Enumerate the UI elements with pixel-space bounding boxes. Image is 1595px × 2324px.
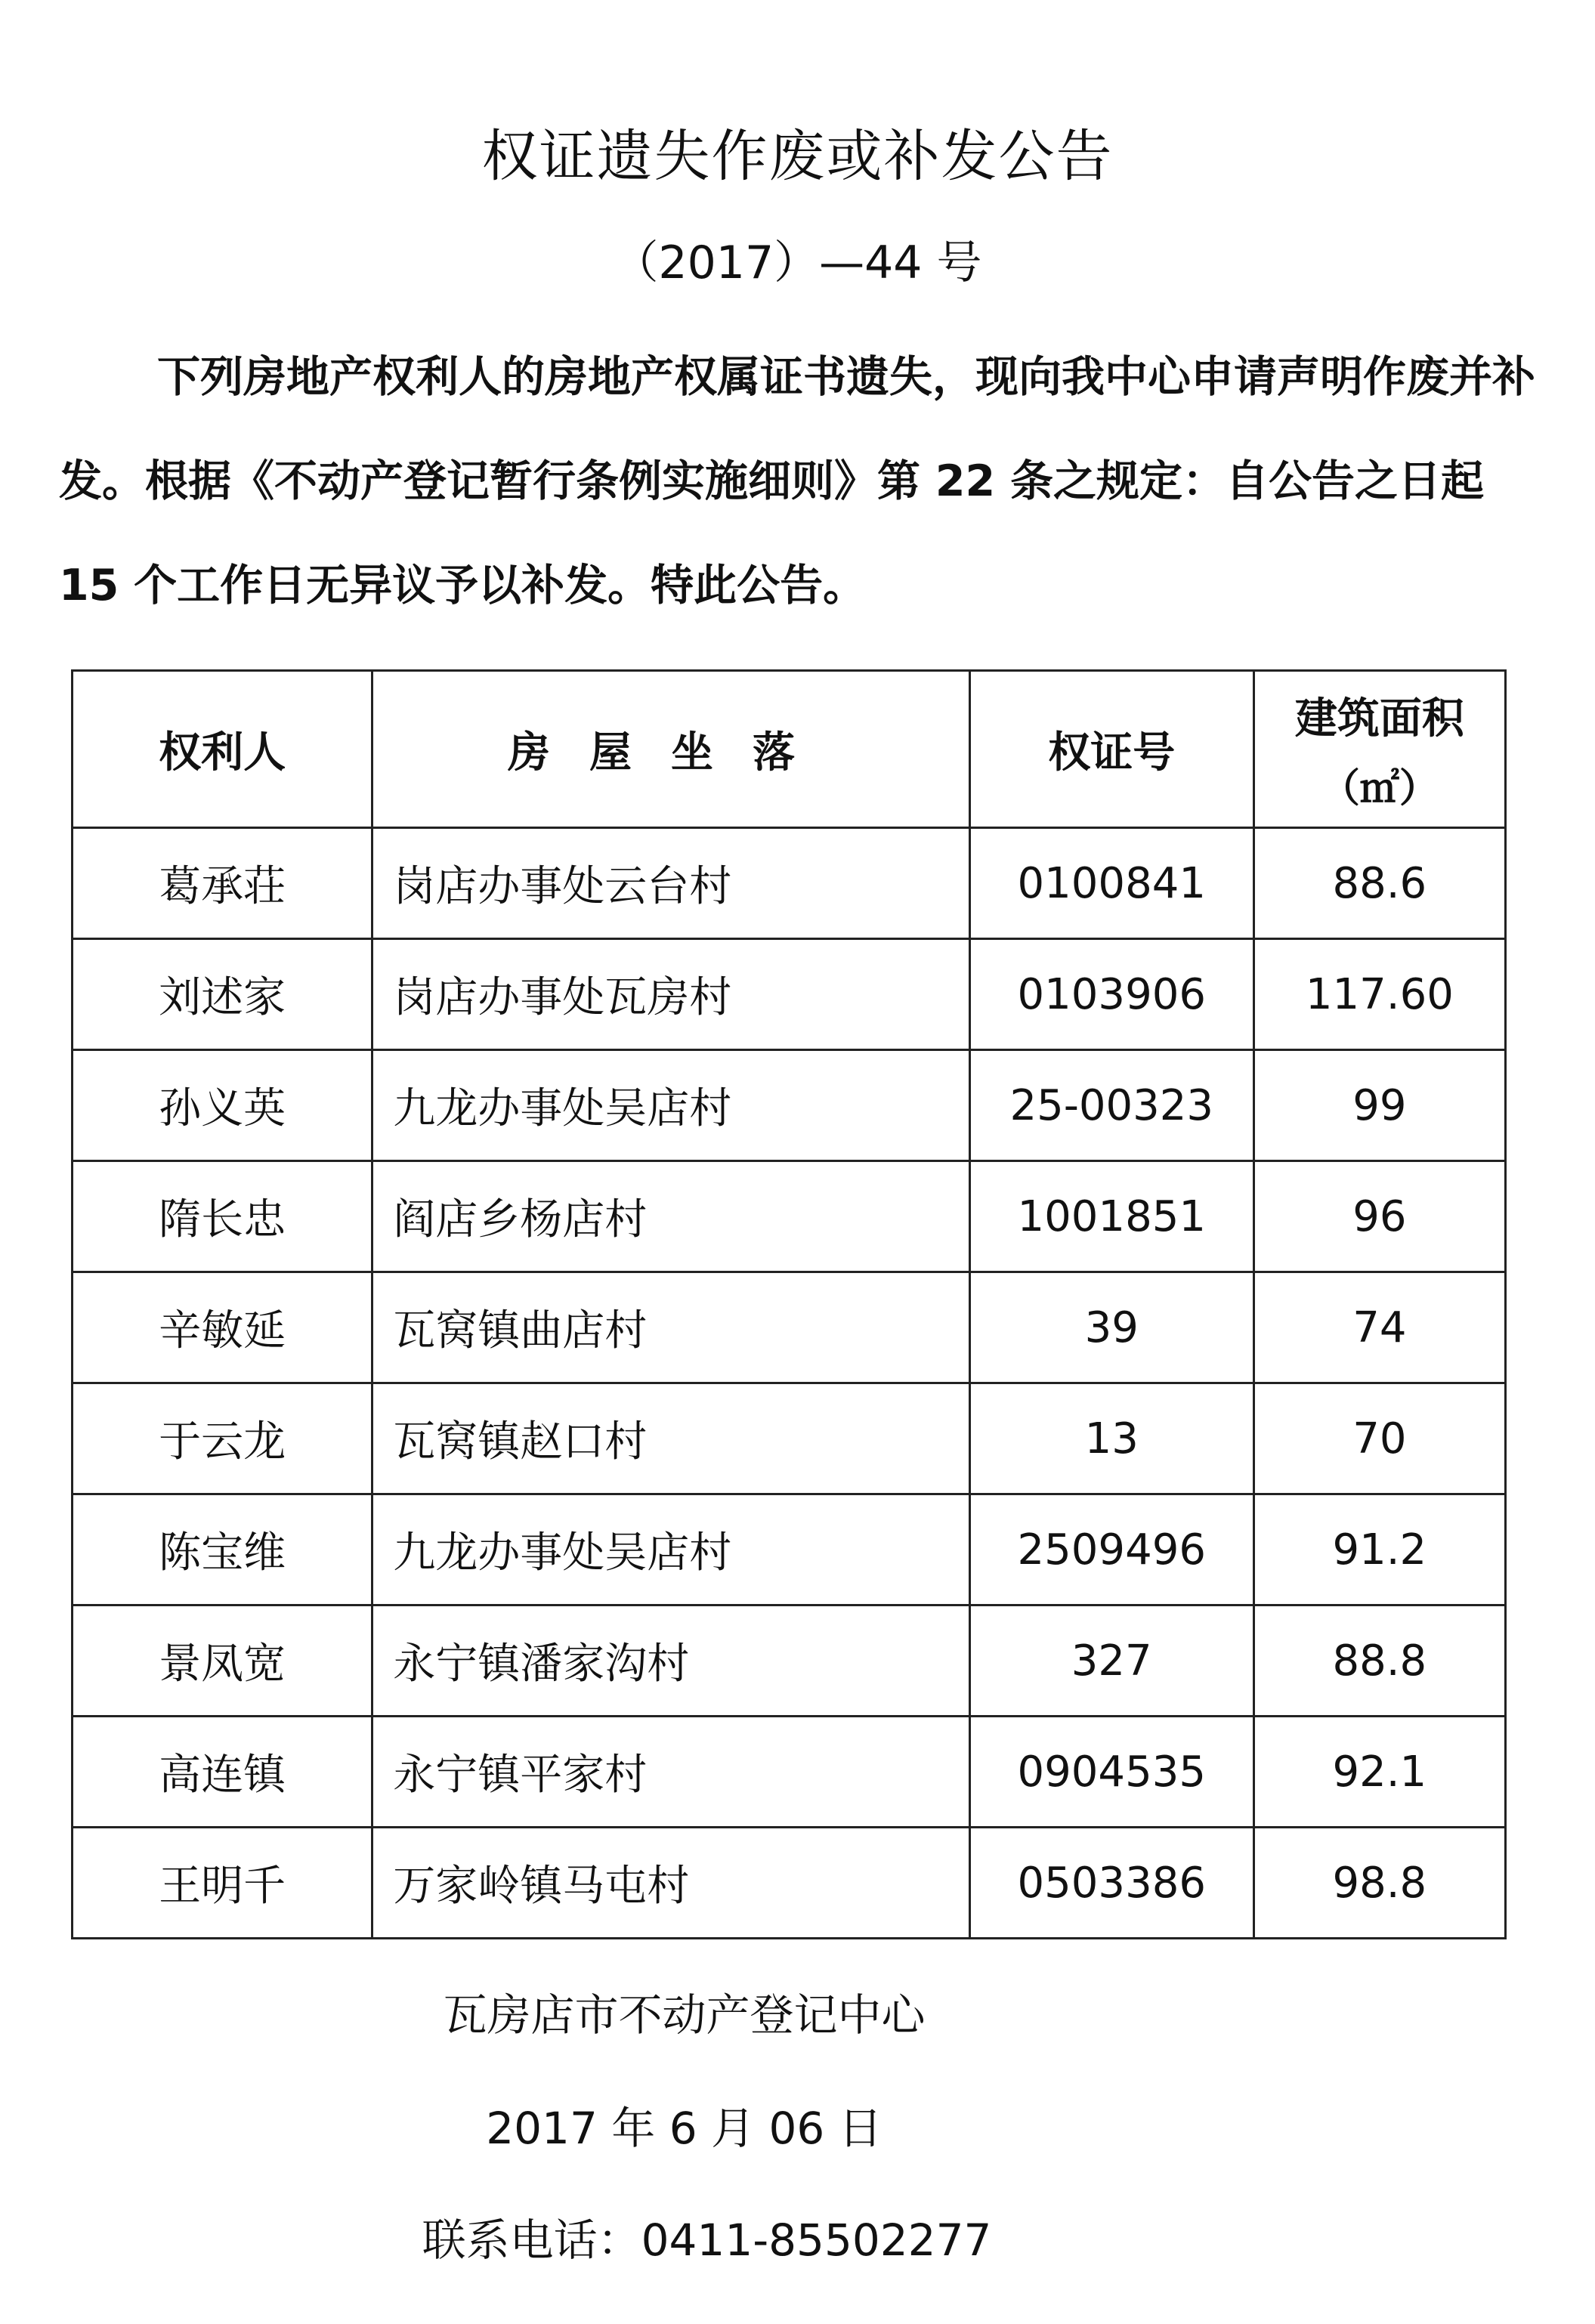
cell-area: 88.8 [1253,1605,1505,1717]
cell-area: 98.8 [1253,1828,1505,1939]
cell-holder: 孙义英 [73,1050,372,1161]
header-area [1253,671,1505,828]
cell-address: 永宁镇平家村 [372,1717,970,1828]
table-row [73,1383,1506,1494]
table-row [73,1828,1506,1939]
document-number: （2017）—44 号 [613,236,982,289]
cell-holder: 于云龙 [73,1383,372,1494]
cell-address: 岗店办事处瓦房村 [372,939,970,1050]
cell-cert-no: 13 [969,1383,1253,1494]
cell-area: 96 [1253,1161,1505,1272]
issue-date: 2017 年 6 月 06 日 [486,2103,883,2154]
cell-cert-no: 0503386 [969,1828,1253,1939]
header-cert-no: 权证号 [969,671,1253,828]
cell-holder: 刘述家 [73,939,372,1050]
page-title: 权证遗失作废或补发公告 [481,124,1114,189]
table-row [73,828,1506,939]
header-address: 房屋坐落 [372,671,970,828]
cell-holder: 辛敏延 [73,1272,372,1383]
cell-area: 88.6 [1253,828,1505,939]
cell-address: 瓦窝镇曲店村 [372,1272,970,1383]
issuing-organization: 瓦房店市不动产登记中心 [443,1989,926,2041]
cell-area: 99 [1253,1050,1505,1161]
cell-holder: 景凤宽 [73,1605,372,1717]
cell-area: 92.1 [1253,1717,1505,1828]
cell-holder: 隋长忠 [73,1161,372,1272]
notice-paragraph: 下列房地产权利人的房地产权属证书遗失，现向我中心申请声明作废并补发。根据《不动产登记暂行条例实施细则》第 22 条之规定：自公告之日起 15 个工作日无异议予以补发。特此公告。 [59,352,1535,610]
cell-cert-no: 0904535 [969,1717,1253,1828]
cell-cert-no: 0103906 [969,939,1253,1050]
table-row [73,1494,1506,1605]
cell-address: 永宁镇潘家沟村 [372,1605,970,1717]
cell-address: 瓦窝镇赵口村 [372,1383,970,1494]
cell-holder: 葛承荘 [73,828,372,939]
cell-address: 岗店办事处云台村 [372,828,970,939]
cell-area: 91.2 [1253,1494,1505,1605]
contact-phone: 联系电话：0411-85502277 [422,2214,992,2266]
cell-cert-no: 25-00323 [969,1050,1253,1161]
table-row [73,1272,1506,1383]
cell-address: 九龙办事处吴店村 [372,1494,970,1605]
table-row [73,1050,1506,1161]
cell-cert-no: 0100841 [969,828,1253,939]
table-row [73,1161,1506,1272]
cell-area: 117.60 [1253,939,1505,1050]
table-row [73,1717,1506,1828]
cell-holder: 陈宝维 [73,1494,372,1605]
cell-cert-no: 327 [969,1605,1253,1717]
cell-area: 74 [1253,1272,1505,1383]
cell-cert-no: 2509496 [969,1494,1253,1605]
cell-holder: 高连镇 [73,1717,372,1828]
cell-cert-no: 1001851 [969,1161,1253,1272]
table-row [73,939,1506,1050]
cell-address: 阎店乡杨店村 [372,1161,970,1272]
table-row [73,1605,1506,1717]
cell-holder: 王明千 [73,1828,372,1939]
certificate-table [71,669,1507,1939]
header-holder: 权利人 [73,671,372,828]
table-header-row [73,671,1506,828]
cell-cert-no: 39 [969,1272,1253,1383]
cell-address: 万家岭镇马屯村 [372,1828,970,1939]
cell-address: 九龙办事处吴店村 [372,1050,970,1161]
cell-area: 70 [1253,1383,1505,1494]
header-area-unit: （㎡） [1320,766,1439,811]
header-area-label: 建筑面积 [1294,694,1464,743]
